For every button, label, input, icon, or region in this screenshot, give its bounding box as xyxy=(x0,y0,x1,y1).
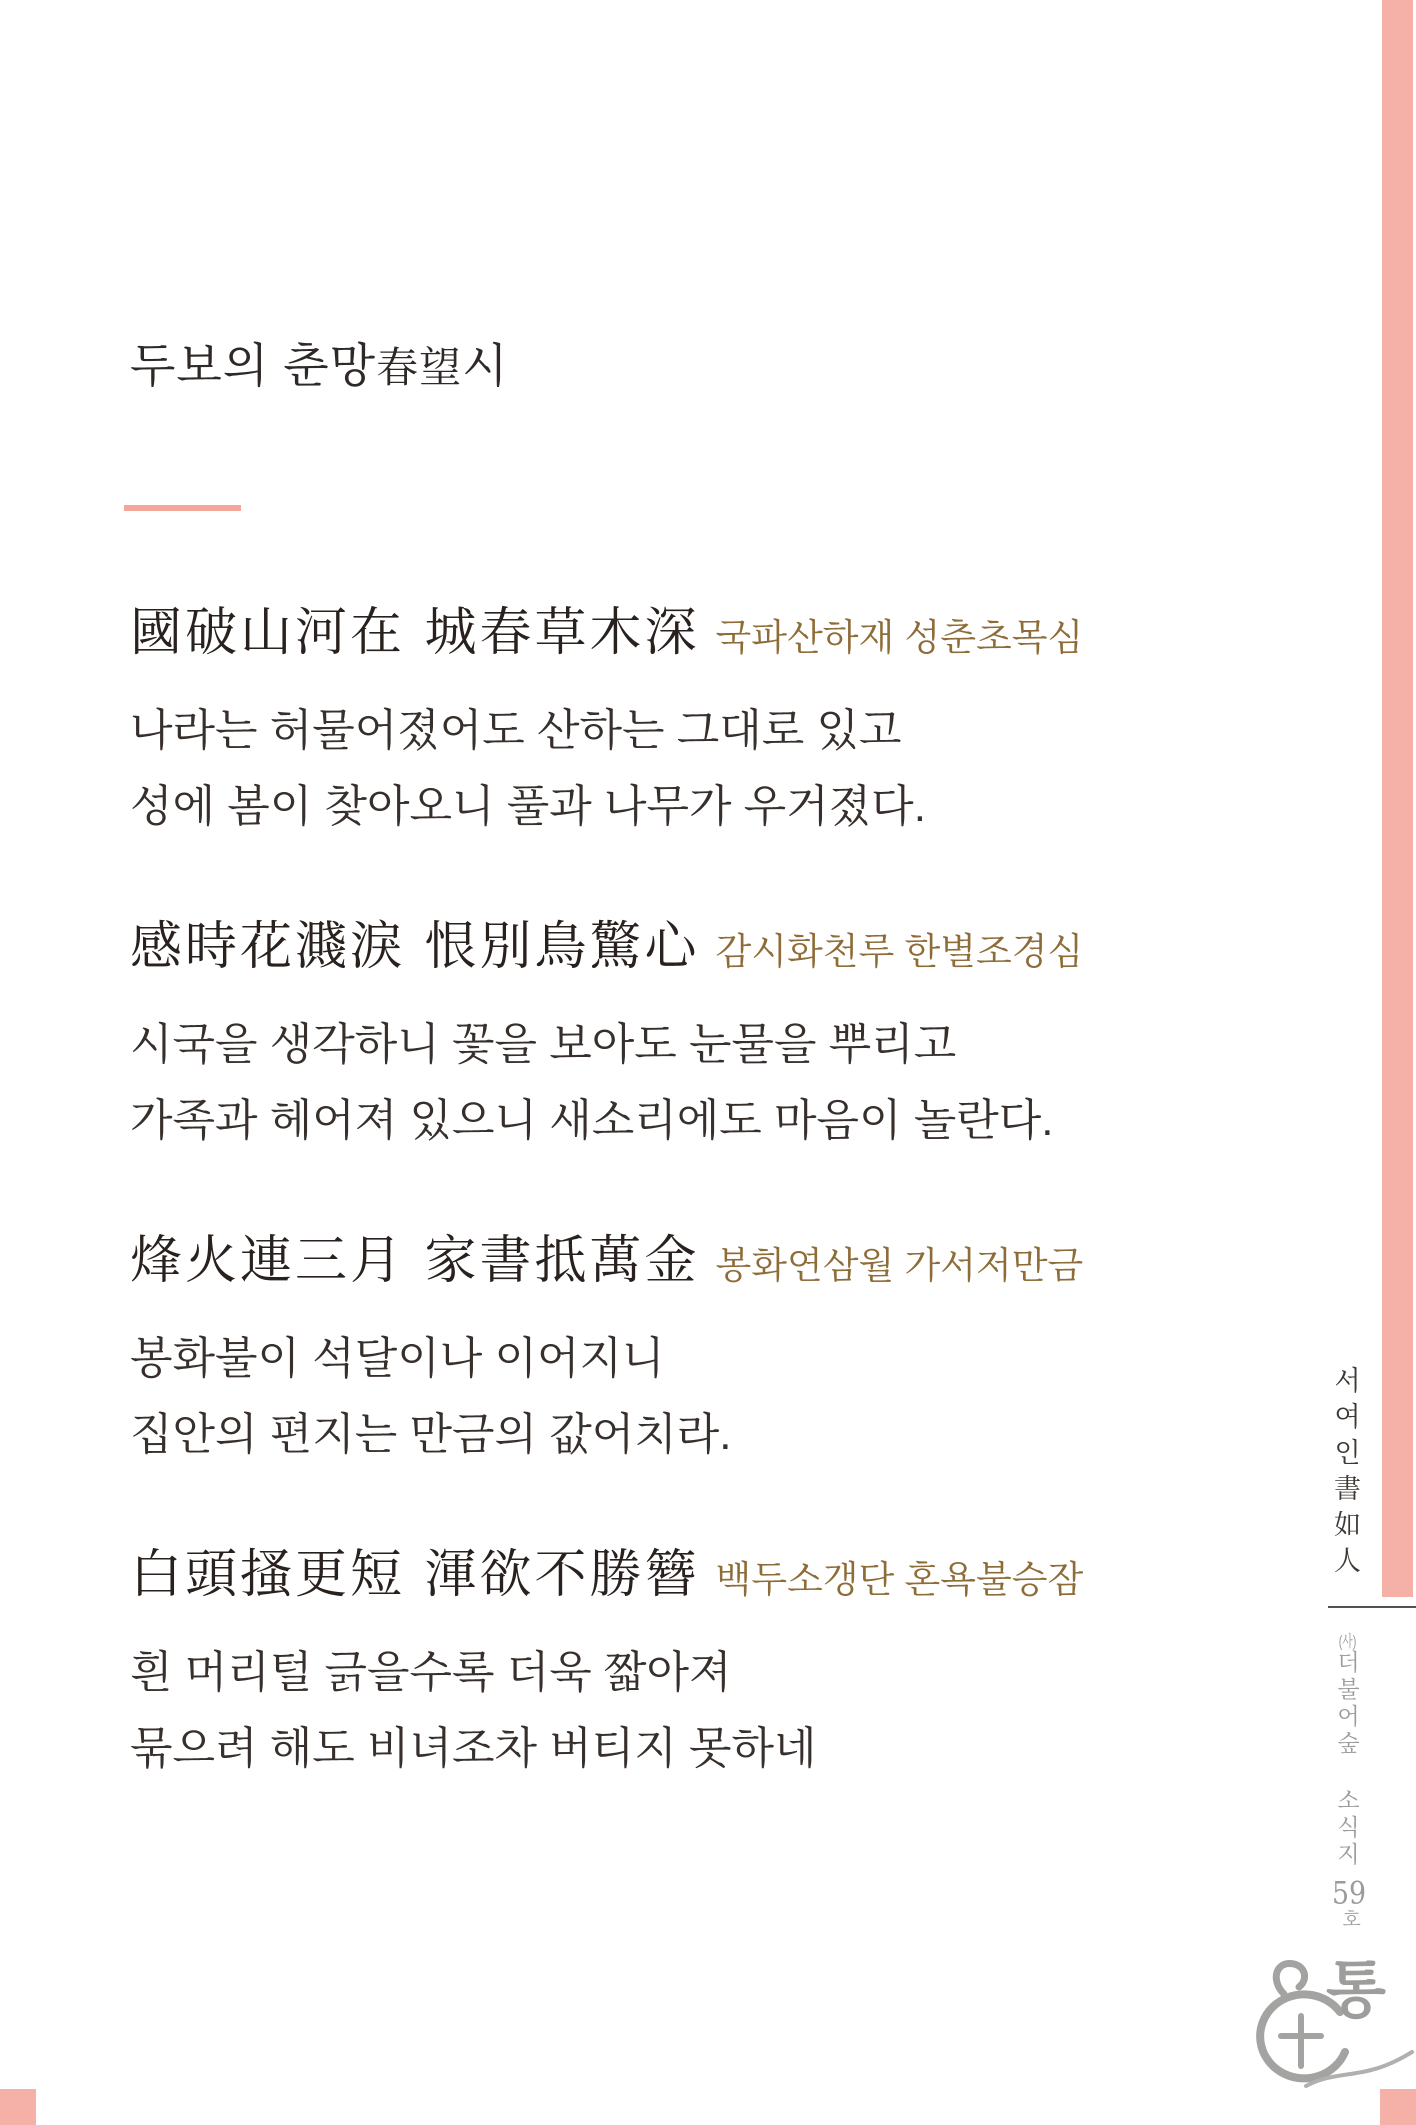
issue-number xyxy=(1331,1878,1367,1932)
newsletter-name xyxy=(1331,1634,1364,1869)
hanja-text: 白頭搔更短 渾欲不勝簪 xyxy=(130,1545,700,1605)
right-accent-bar xyxy=(1382,0,1413,1597)
hanja-text: 感時花濺淚 恨別鳥驚心 xyxy=(130,917,700,977)
stanza-4 xyxy=(130,1538,1310,1787)
hanja-line xyxy=(130,1538,1310,1617)
org-type-prefix: (사) xyxy=(1338,1634,1357,1650)
translation-line: 봉화불이 석달이나 이어지니 xyxy=(130,1334,665,1383)
stanza-3 xyxy=(130,1224,1310,1473)
newsletter-title-text: 더불어숲 소식지 xyxy=(1334,1650,1360,1869)
reading-text: 감시화천루 한별조경심 xyxy=(715,931,1084,972)
hanja-text: 國破山河在 城春草木深 xyxy=(130,603,700,663)
title-divider xyxy=(124,505,241,511)
tong-seal-logo xyxy=(1248,1940,1416,2115)
stanza-2 xyxy=(130,910,1310,1159)
issue-number-suffix: 호 xyxy=(1339,1909,1360,1932)
issue-number-digits: 59 xyxy=(1331,1878,1367,1909)
translation-line: 집안의 편지는 만금의 값어치라. xyxy=(130,1410,732,1459)
hanja-line xyxy=(130,910,1310,989)
translation-line: 묶으려 해도 비녀조차 버티지 못하네 xyxy=(130,1724,817,1773)
reading-text: 봉화연삼월 가서저만금 xyxy=(715,1245,1084,1286)
translation-line: 성에 봄이 찾아오니 풀과 나무가 우거졌다. xyxy=(130,782,926,831)
translation-line: 나라는 허물어졌어도 산하는 그대로 있고 xyxy=(130,706,902,755)
translation-line: 시국을 생각하니 꽃을 보아도 눈물을 뿌리고 xyxy=(130,1020,957,1069)
corner-accent-bottom-left xyxy=(0,2089,36,2125)
title-prefix: 두보의 춘망 xyxy=(130,339,377,392)
translation-line: 흰 머리털 긁을수록 더욱 짧아져 xyxy=(130,1648,732,1697)
page-title xyxy=(130,334,509,400)
sidebar-vertical-title: 서여인書如人 xyxy=(1330,1366,1360,1582)
hanja-line xyxy=(130,596,1310,675)
translation-line: 가족과 헤어져 있으니 새소리에도 마음이 놀란다. xyxy=(130,1096,1054,1145)
reading-text: 국파산하재 성춘초목심 xyxy=(715,617,1084,658)
title-suffix: 시 xyxy=(462,339,509,392)
title-hanja: 春望 xyxy=(376,343,463,392)
hanja-line xyxy=(130,1224,1310,1303)
hanja-text: 烽火連三月 家書抵萬金 xyxy=(130,1231,700,1291)
stanza-1 xyxy=(130,596,1310,845)
sidebar-divider xyxy=(1328,1606,1416,1608)
seal-character: 통 xyxy=(1326,1956,1386,2025)
reading-text: 백두소갱단 혼욕불승잠 xyxy=(715,1559,1084,1600)
